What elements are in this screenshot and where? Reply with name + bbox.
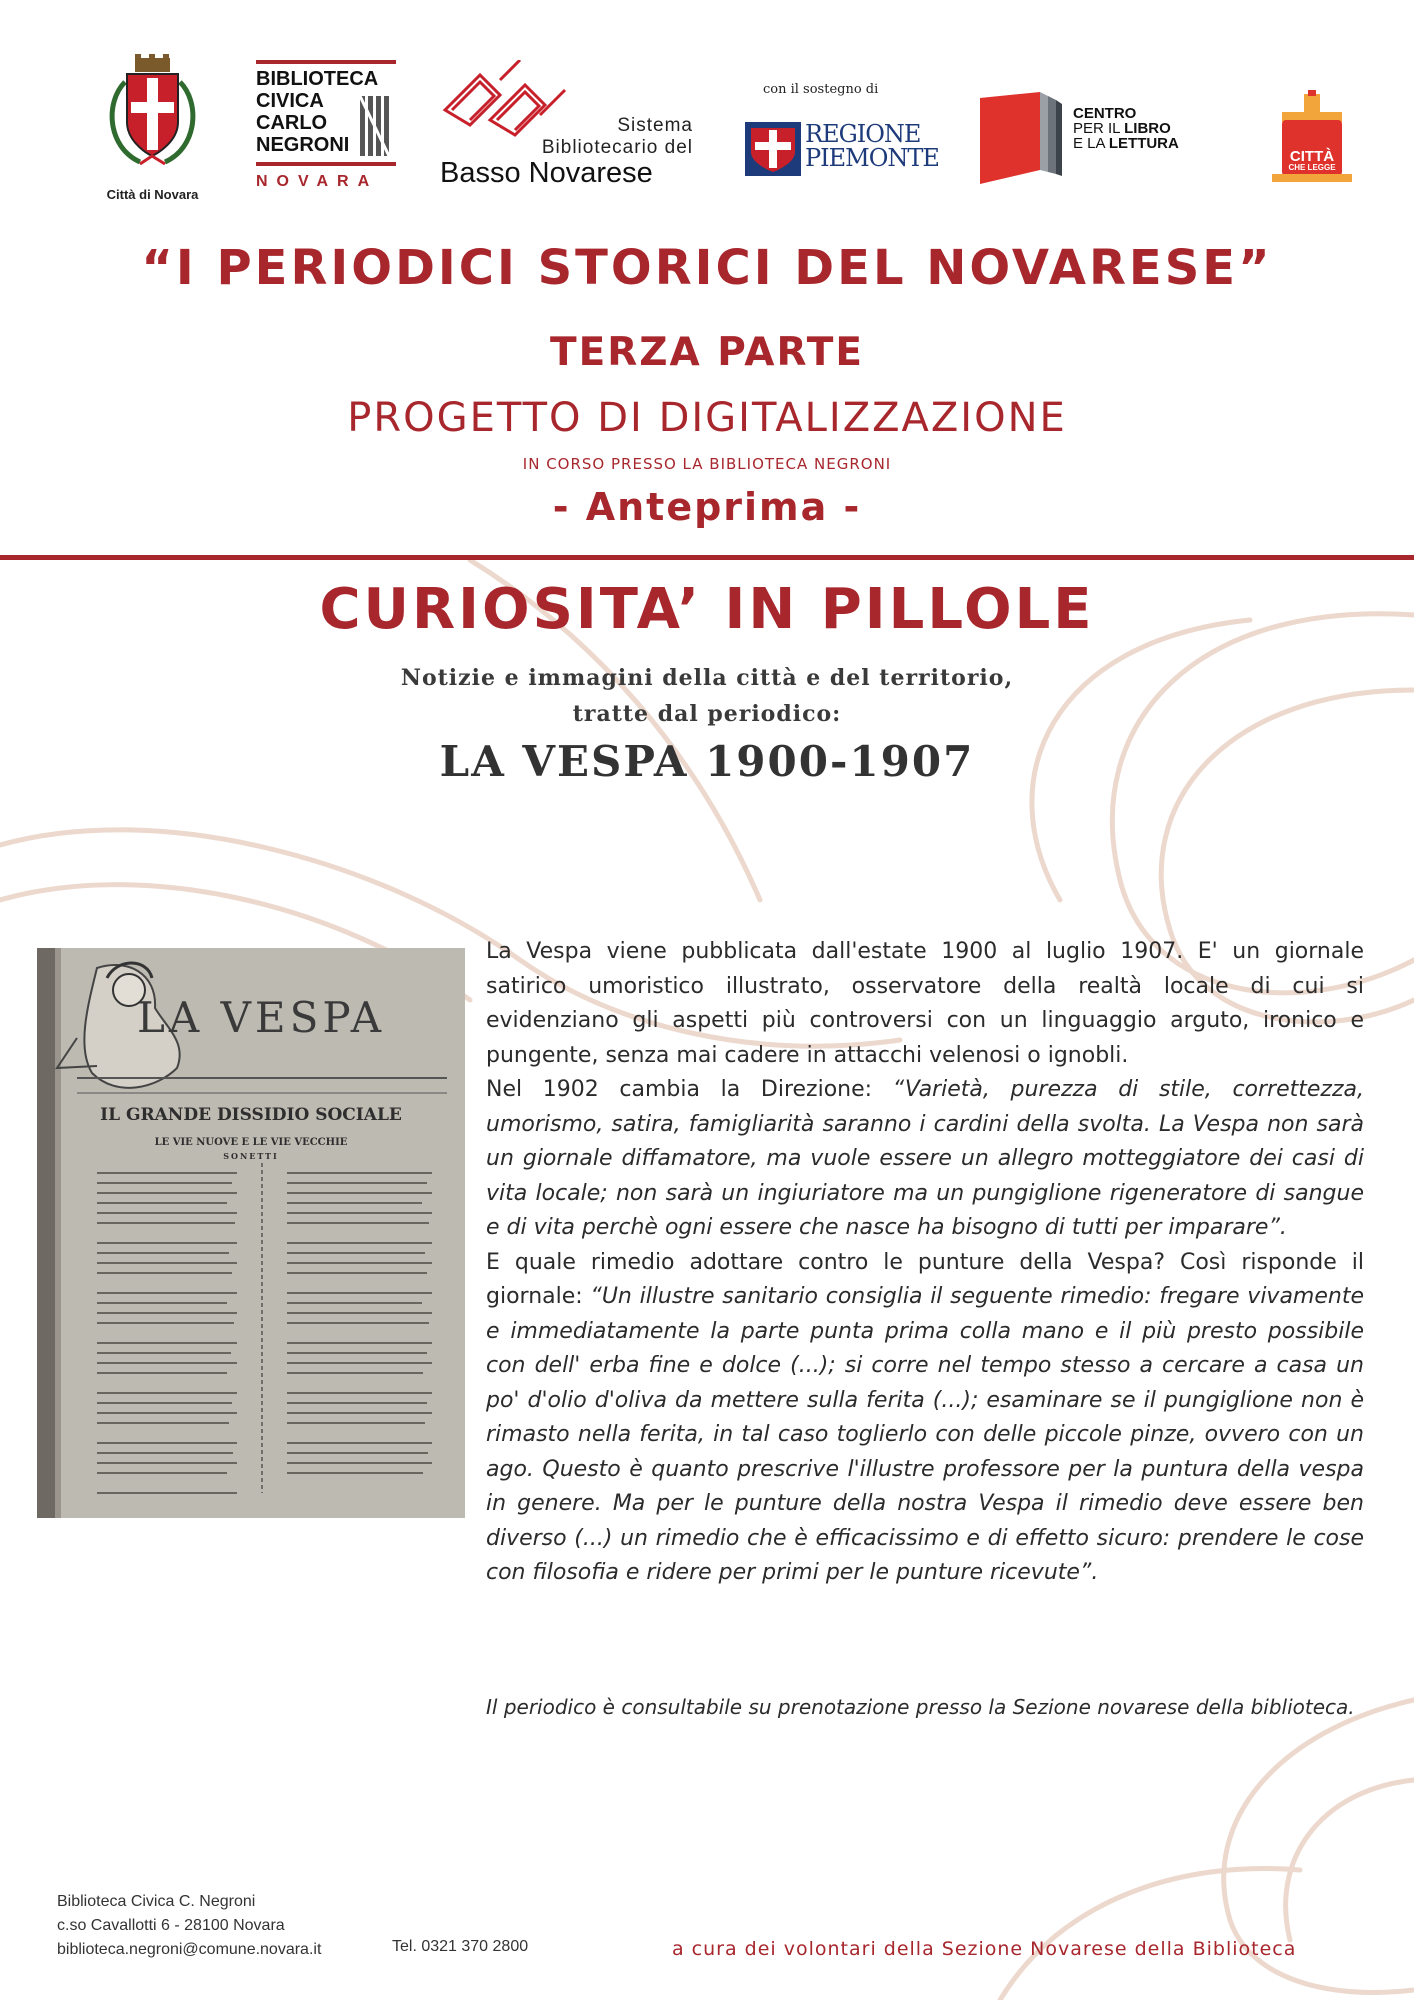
citta-che-legge-logo bbox=[1268, 90, 1356, 186]
city-of-novara-logo bbox=[95, 52, 210, 202]
main-title: “I PERIODICI STORICI DEL NOVARESE” bbox=[141, 240, 1273, 296]
periodical-title: LA VESPA 1900-1907 bbox=[439, 737, 975, 786]
part-title: TERZA PARTE bbox=[549, 330, 865, 375]
footer-address bbox=[57, 1890, 321, 1962]
citta-che-legge-line2: CHE LEGGE bbox=[1288, 163, 1336, 172]
support-label: con il sostegno di bbox=[763, 82, 879, 97]
centro-logo-line3b: LETTURA bbox=[1108, 135, 1179, 152]
paragraph-direction-quote: “Varietà, purezza di stile, correttezza, umorismo, satira, famigliarità saranno i cardini della svolta. La Vespa non sarà un giornale diffamatore, ma vuole essere un allegro motteggiatore dei casi di vita locale; non sarà un ingiuriatore ma un pungiglione rigeneratore di sangue e di vita perchè ogni essere che nasce ha bisogno di tutti per imparare”. bbox=[486, 1077, 1364, 1240]
footer-street: c.so Cavallotti 6 - 28100 Novara bbox=[57, 1917, 285, 1934]
centro-logo-line2a: PER IL bbox=[1073, 120, 1125, 137]
city-of-novara-caption: Città di Novara bbox=[106, 187, 199, 202]
biblioteca-negroni-logo bbox=[256, 60, 396, 198]
sistema-logo-line2: Bibliotecario del bbox=[541, 137, 693, 158]
section-subtitle bbox=[0, 660, 1414, 732]
novara-coat-of-arms-icon bbox=[95, 52, 210, 172]
section-subtitle-line2: tratte dal periodico: bbox=[572, 701, 842, 727]
regione-line2: PIEMONTE bbox=[805, 144, 939, 172]
citta-che-legge-line1: CITTÀ bbox=[1289, 148, 1335, 165]
centro-libro-lettura-logo bbox=[978, 92, 1218, 188]
sistema-logo-line1: Sistema bbox=[617, 115, 693, 136]
biblioteca-logo-line4: NEGRONI bbox=[256, 134, 350, 156]
newspaper-section-label: SONETTI bbox=[223, 1151, 279, 1161]
paragraph-direction-intro: Nel 1902 cambia la Direzione: bbox=[486, 1077, 893, 1102]
biblioteca-logo-line1: BIBLIOTECA bbox=[256, 68, 379, 90]
project-title: PROGETTO DI DIGITALIZZAZIONE bbox=[347, 395, 1067, 441]
header-divider bbox=[0, 555, 1414, 560]
footer-phone: Tel. 0321 370 2800 bbox=[392, 1938, 529, 1955]
book-stack-icon bbox=[978, 92, 1068, 188]
footer-credit: a cura dei volontari della Sezione Novarese della Biblioteca bbox=[672, 1938, 1297, 1960]
paragraph-remedy bbox=[486, 1246, 1364, 1591]
paragraph-remedy-intro: E quale rimedio adottare contro le punture della Vespa? Così risponde il giornale: bbox=[486, 1249, 1364, 1309]
newspaper-masthead: LA VESPA bbox=[137, 993, 386, 1042]
citta-che-legge-text bbox=[1268, 148, 1356, 172]
paragraph-direction bbox=[486, 1073, 1364, 1246]
centro-logo-line2b: LIBRO bbox=[1124, 120, 1171, 137]
paragraph-intro: La Vespa viene pubblicata dall'estate 1900 al luglio 1907. E' un giornale satirico umoristico illustrato, osservatore della realtà locale di cui si evidenziano gli aspetti più controversi con un linguaggio arguto, ironico e pungente, senza mai cadere in attacchi velenosi o ignobli. bbox=[486, 939, 1364, 1068]
regione-piemonte-logo bbox=[745, 82, 939, 182]
paragraph-remedy-quote: “Un illustre sanitario consiglia il seguente rimedio: fregare vivamente e immediatamente la parte punta prima colla mano e il più presto possibile con dell' erba fine e dolce (...); si corre nel tempo stesso a cercare a casa un po' d'olio d'oliva da mettere sulla ferita (...); esaminare se il pungiglione non è rimasto nella ferita, in tal caso toglierlo con delle piccole pinze, ovvero con un ago. Questo è quanto prescrive l'illustre professore per la puntura della vespa in genere. Ma per le punture della nostra Vespa il rimedio deve essere ben diverso (...) un rimedio che è efficacissimo e di effetto sicuro: prendere le cose con filosofia e ridere per primi per le punture ricevute”. bbox=[486, 1284, 1364, 1585]
centro-logo-line3a: E LA bbox=[1073, 135, 1109, 152]
footer-library-name: Biblioteca Civica C. Negroni bbox=[57, 1893, 256, 1910]
newspaper-photo bbox=[37, 948, 465, 1518]
article-body bbox=[486, 935, 1364, 1591]
newspaper-subhead: LE VIE NUOVE E LE VIE VECCHIE bbox=[154, 1137, 348, 1148]
centro-logo-line1: CENTRO bbox=[1073, 105, 1137, 122]
regione-piemonte-emblem-icon bbox=[745, 122, 801, 176]
section-title: CURIOSITA’ IN PILLOLE bbox=[319, 577, 1095, 642]
biblioteca-logo-line2: CIVICA bbox=[256, 90, 324, 112]
sistema-logo-line3: Basso Novarese bbox=[440, 157, 653, 189]
logo-top-rule bbox=[256, 60, 396, 64]
project-note: IN CORSO PRESSO LA BIBLIOTECA NEGRONI bbox=[522, 455, 892, 473]
footer-email[interactable]: biblioteca.negroni@comune.novara.it bbox=[57, 1941, 322, 1958]
biblioteca-logo-line3: CARLO bbox=[256, 112, 328, 134]
newspaper-headline: IL GRANDE DISSIDIO SOCIALE bbox=[100, 1105, 402, 1125]
regione-line1: REGIONE bbox=[805, 120, 921, 148]
regione-name bbox=[805, 122, 939, 170]
biblioteca-logo-city: NOVARA bbox=[256, 173, 379, 190]
consultation-note: Il periodico è consultabile su prenotazione presso la Sezione novarese della biblioteca. bbox=[486, 1695, 1355, 1719]
books-bars-icon bbox=[360, 96, 394, 156]
preview-label: - Anteprima - bbox=[552, 485, 862, 529]
sistema-bibliotecario-logo bbox=[440, 60, 700, 200]
logo-bottom-rule bbox=[256, 162, 396, 166]
centro-logo-text bbox=[1073, 106, 1179, 151]
section-subtitle-line1: Notizie e immagini della città e del territorio, bbox=[400, 665, 1014, 691]
